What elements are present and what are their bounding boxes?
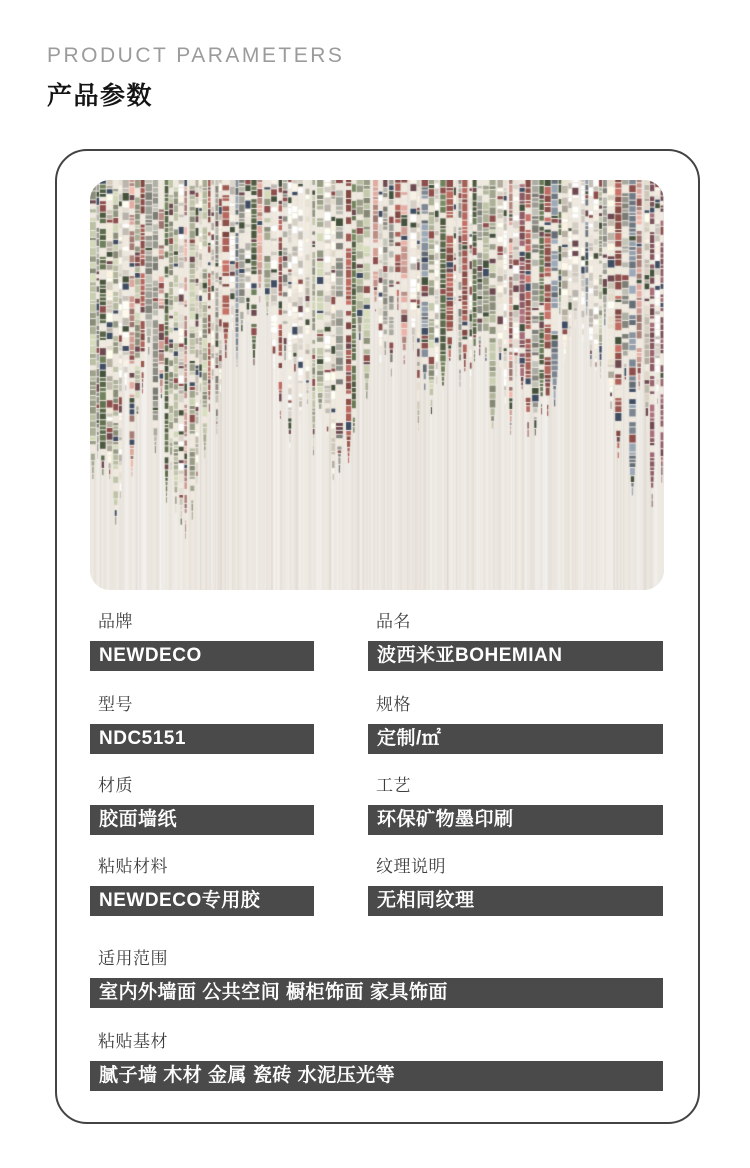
field-texture-note (368, 856, 663, 916)
field-value: 波西米亚BOHEMIAN (368, 641, 663, 671)
field-label: 适用范围 (98, 949, 168, 968)
field-label: 规格 (376, 695, 411, 714)
page-header (47, 44, 344, 112)
page-title-chinese: 产品参数 (47, 82, 154, 110)
field-label: 品名 (376, 612, 411, 631)
field-value: 胶面墙纸 (90, 805, 314, 835)
field-value: 腻子墙 木材 金属 瓷砖 水泥压光等 (90, 1061, 663, 1091)
field-label: 材质 (98, 776, 133, 795)
parameters-card (55, 149, 700, 1124)
field-substrate (90, 1031, 663, 1091)
field-craft (368, 775, 663, 835)
field-value: NEWDECO专用胶 (90, 886, 314, 916)
field-value: NDC5151 (90, 724, 314, 754)
field-material (90, 775, 314, 835)
field-product-name (368, 611, 663, 671)
field-label: 型号 (98, 695, 133, 714)
product-wallpaper-image (90, 180, 664, 590)
field-label: 粘贴基材 (98, 1032, 168, 1051)
field-application-scope (90, 948, 663, 1008)
page-title-english: PRODUCT PARAMETERS (47, 44, 345, 67)
field-value: NEWDECO (90, 641, 314, 671)
field-value: 室内外墙面 公共空间 橱柜饰面 家具饰面 (90, 978, 663, 1008)
field-label: 粘贴材料 (98, 857, 168, 876)
field-label: 工艺 (376, 776, 411, 795)
field-value: 无相同纹理 (368, 886, 663, 916)
field-label: 品牌 (98, 612, 133, 631)
field-value: 定制/㎡ (368, 724, 663, 754)
field-label: 纹理说明 (376, 857, 446, 876)
field-specification (368, 694, 663, 754)
field-brand (90, 611, 314, 671)
field-model (90, 694, 314, 754)
field-value: 环保矿物墨印刷 (368, 805, 663, 835)
field-adhesive-material (90, 856, 314, 916)
